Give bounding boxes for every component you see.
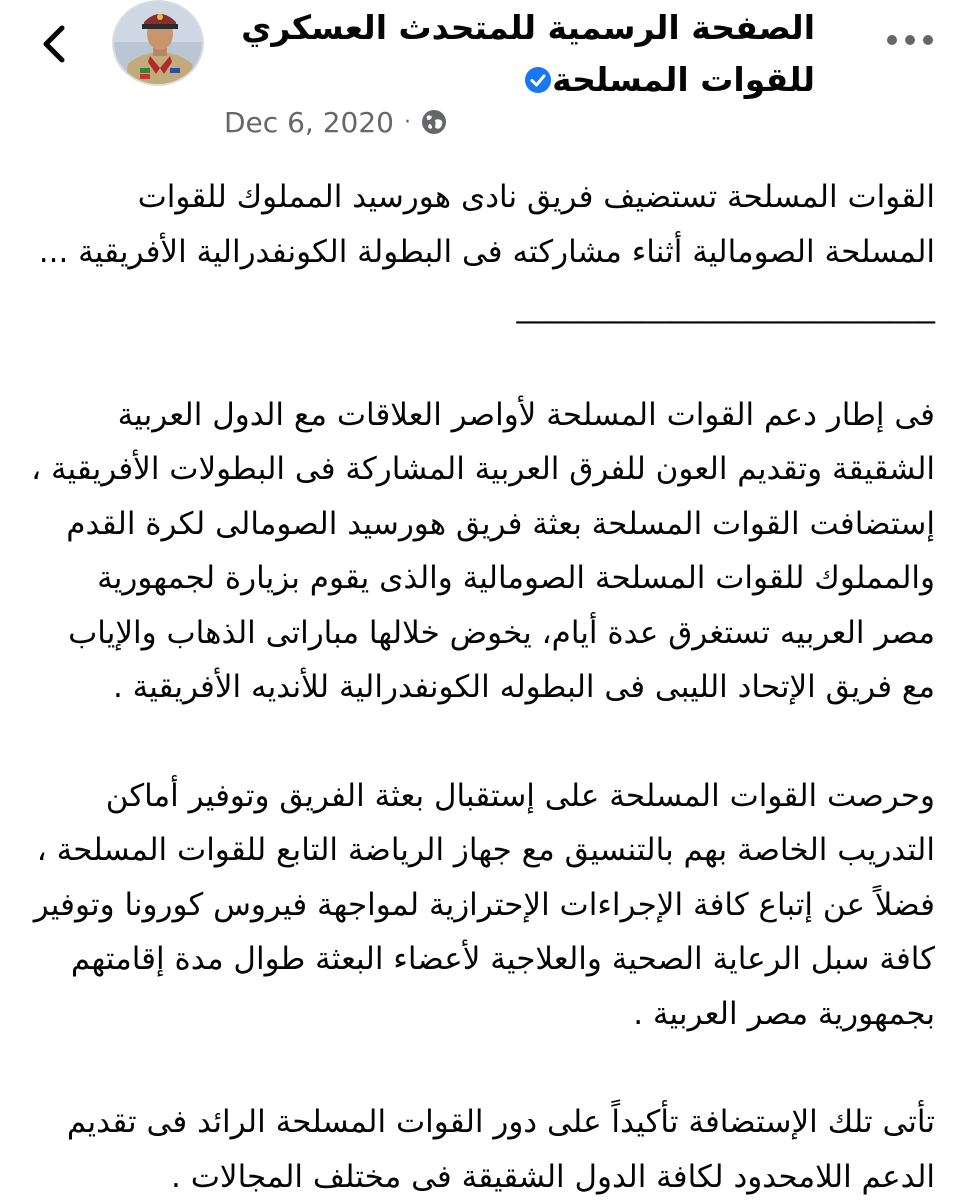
post-paragraph-2: وحرصت القوات المسلحة على إستقبال بعثة الفريق وتوفير أماكن التدريب الخاصة بهم بالتنسيق مع جهاز الرياضة التابع للقوات المسلحة ، فضلاً عن إتباع كافة الإجراءات الإحترازية لمواجهة فيروس كورونا وتوفير كافة سبل الرعاية الصحية والعلاجية لأعضاء البعثة طوال مدة إقامتهم بجمهورية مصر العربية .	[33, 777, 935, 1032]
back-button[interactable]	[30, 20, 78, 68]
more-dots-icon	[884, 34, 936, 46]
paragraph-gap	[30, 334, 935, 388]
verified-badge-icon	[524, 66, 552, 94]
paragraph-gap	[30, 715, 935, 769]
globe-icon[interactable]	[421, 109, 447, 135]
paragraph-gap	[30, 1041, 935, 1095]
more-options-button[interactable]	[875, 22, 945, 58]
post-body	[30, 170, 935, 1204]
post-separator: ___________________________	[516, 288, 935, 324]
chevron-left-icon	[40, 24, 68, 64]
post-header	[0, 0, 965, 150]
post-meta	[224, 100, 447, 144]
meta-separator: ·	[403, 109, 411, 135]
page-title[interactable]: الصفحة الرسمية للمتحدث العسكري للقوات المسلحة	[241, 8, 815, 99]
post-paragraph-1: فى إطار دعم القوات المسلحة لأواصر العلاقات مع الدول العربية الشقيقة وتقديم العون للفرق العربية المشاركة فى البطولات الأفريقية ، إستضافت القوات المسلحة بعثة فريق هورسيد الصومالى لكرة القدم والمملوك للقوات المسلحة الصومالية والذى يقوم بزيارة لجمهورية مصر العربيه تستغرق عدة أيام، يخوض خلالها مباراتى الذهاب والإياب مع فريق الإتحاد الليبى فى البطوله الكونفدرالية للأنديه الأفريقية .	[31, 396, 935, 705]
post-lead: القوات المسلحة تستضيف فريق نادى هورسيد المملوك للقوات المسلحة الصومالية أثناء مشاركته فى البطولة الكونفدرالية الأفريقية ...	[38, 179, 935, 270]
post-paragraph-3: تأتى تلك الإستضافة تأكيداً على دور القوات المسلحة الرائد فى تقديم الدعم اللامحدود لكافة الدول الشقيقة فى مختلف المجالات .	[66, 1104, 935, 1195]
post-date[interactable]: Dec 6, 2020	[224, 105, 394, 139]
